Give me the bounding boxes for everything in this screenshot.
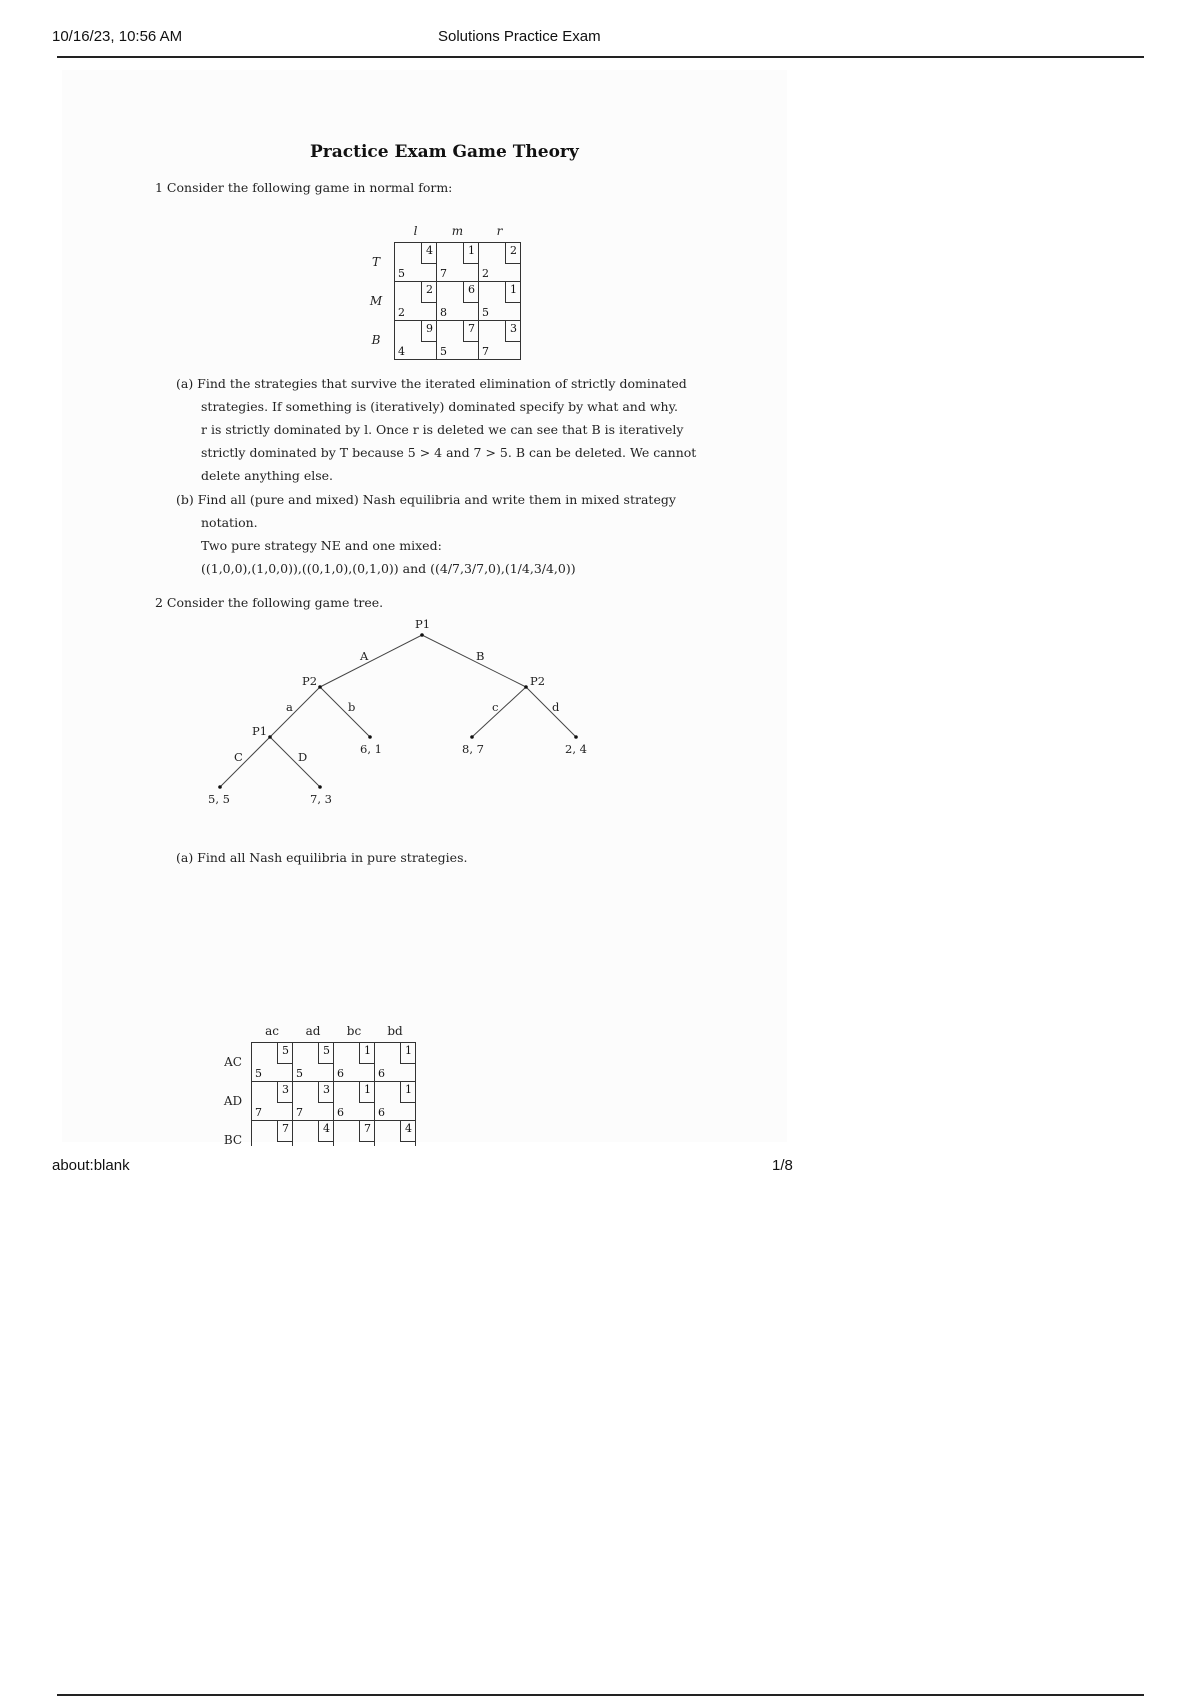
- payoff-cell: 4: [375, 1121, 416, 1147]
- col-header-bd: bd: [387, 1024, 403, 1038]
- payoff-cell: 5 5: [252, 1043, 293, 1082]
- q2-prompt: 2 Consider the following game tree.: [155, 595, 384, 610]
- tree-edge-b: [320, 687, 370, 737]
- tree-node: [218, 785, 222, 789]
- q1b-question: (b) Find all (pure and mixed) Nash equilibria and write them in mixed strategy notation.: [176, 492, 676, 530]
- tree-payoff-b: 6, 1: [360, 742, 382, 756]
- tree-edge-A: [320, 635, 422, 687]
- q1a-question: (a) Find the strategies that survive the iterated elimination of strictly dominated strategies. If something is (iteratively) dominated specify by what and why.: [176, 376, 687, 414]
- q2-payoff-table: [215, 1020, 416, 1146]
- tree-node: [524, 685, 528, 689]
- tree-label-c: c: [492, 700, 499, 714]
- q1b-answer: Two pure strategy NE and one mixed: ((1,0,0),(1,0,0)),((0,1,0),(0,1,0)) and ((4/7,3/7,0),(1/4,3/4,0)): [201, 538, 576, 576]
- payoff-cell: 2 2: [479, 243, 521, 282]
- tree-right-node-label: P2: [530, 674, 546, 688]
- payoff-cell: 2 2: [395, 282, 437, 321]
- payoff-cell: 9 4: [395, 321, 437, 360]
- tree-edge-c: [472, 687, 526, 737]
- payoff-cell: 3 7: [293, 1082, 334, 1121]
- tree-node: [268, 735, 272, 739]
- game-tree: [190, 615, 610, 815]
- payoff-cell: 5 5: [293, 1043, 334, 1082]
- q1-payoff-table: [358, 220, 521, 360]
- row-header-M: M: [369, 294, 383, 308]
- tree-edge-D: [270, 737, 320, 787]
- footer-rule: [57, 1694, 1144, 1696]
- tree-label-a: a: [286, 700, 293, 714]
- document-title: Practice Exam Game Theory: [310, 142, 579, 162]
- tree-label-b: b: [348, 700, 356, 714]
- payoff-cell: 3 7: [479, 321, 521, 360]
- q2-table-clip: [215, 1020, 435, 1146]
- payoff-cell: 1 6: [375, 1043, 416, 1082]
- tree-label-A: A: [360, 649, 369, 663]
- col-header-m: m: [451, 224, 464, 238]
- payoff-cell: 4: [293, 1121, 334, 1147]
- tree-payoff-d: 2, 4: [565, 742, 587, 756]
- tree-label-D: D: [298, 750, 308, 764]
- payoff-cell: 1 7: [437, 243, 479, 282]
- col-header-l: l: [413, 224, 418, 238]
- payoff-cell: 4 5: [395, 243, 437, 282]
- tree-edge-a: [270, 687, 320, 737]
- row-header-AD: AD: [223, 1094, 243, 1108]
- tree-label-B: B: [476, 649, 485, 663]
- payoff-cell: 1 5: [479, 282, 521, 321]
- tree-node: [368, 735, 372, 739]
- q2a-question: (a) Find all Nash equilibria in pure strategies.: [176, 850, 468, 865]
- row-header-B: B: [371, 333, 381, 347]
- q1a-answer: r is strictly dominated by l. Once r is deleted we can see that B is iteratively strictly dominated by T because 5 > 4 and 7 > 5. B can be deleted. We cannot delete anything else.: [201, 422, 697, 483]
- print-header-date: 10/16/23, 10:56 AM: [52, 28, 183, 45]
- row-header-BC: BC: [223, 1133, 243, 1146]
- row-header-AC: AC: [224, 1055, 242, 1069]
- tree-payoff-c: 8, 7: [462, 742, 484, 756]
- payoff-cell: 7: [252, 1121, 293, 1147]
- tree-edge-d: [526, 687, 576, 737]
- payoff-cell: 7 5: [437, 321, 479, 360]
- tree-node: [318, 785, 322, 789]
- tree-node: [470, 735, 474, 739]
- row-header-T: T: [371, 255, 380, 269]
- payoff-cell: 1 6: [334, 1043, 375, 1082]
- tree-label-d: d: [552, 700, 560, 714]
- tree-edge-B: [422, 635, 526, 687]
- col-header-r: r: [496, 224, 503, 238]
- col-header-ad: ad: [305, 1024, 321, 1038]
- q1-prompt: 1 Consider the following game in normal form:: [155, 180, 453, 195]
- col-header-ac: ac: [265, 1024, 279, 1038]
- print-footer-page: 1/8: [772, 1157, 793, 1174]
- tree-edge-C: [220, 737, 270, 787]
- tree-label-C: C: [234, 750, 243, 764]
- tree-node: [574, 735, 578, 739]
- payoff-cell: 1 6: [334, 1082, 375, 1121]
- tree-payoff-C: 5, 5: [208, 792, 230, 806]
- tree-payoff-D: 7, 3: [310, 792, 332, 806]
- payoff-cell: 3 7: [252, 1082, 293, 1121]
- tree-node: [318, 685, 322, 689]
- payoff-cell: 6 8: [437, 282, 479, 321]
- col-header-bc: bc: [346, 1024, 362, 1038]
- tree-node: [420, 633, 424, 637]
- header-rule: [57, 56, 1144, 58]
- print-header-title: Solutions Practice Exam: [438, 28, 601, 45]
- print-footer-url: about:blank: [52, 1157, 130, 1174]
- tree-deep-node-label: P1: [252, 724, 268, 738]
- tree-root-label: P1: [415, 617, 431, 631]
- tree-left-node-label: P2: [302, 674, 318, 688]
- payoff-cell: 1 6: [375, 1082, 416, 1121]
- payoff-cell: 7: [334, 1121, 375, 1147]
